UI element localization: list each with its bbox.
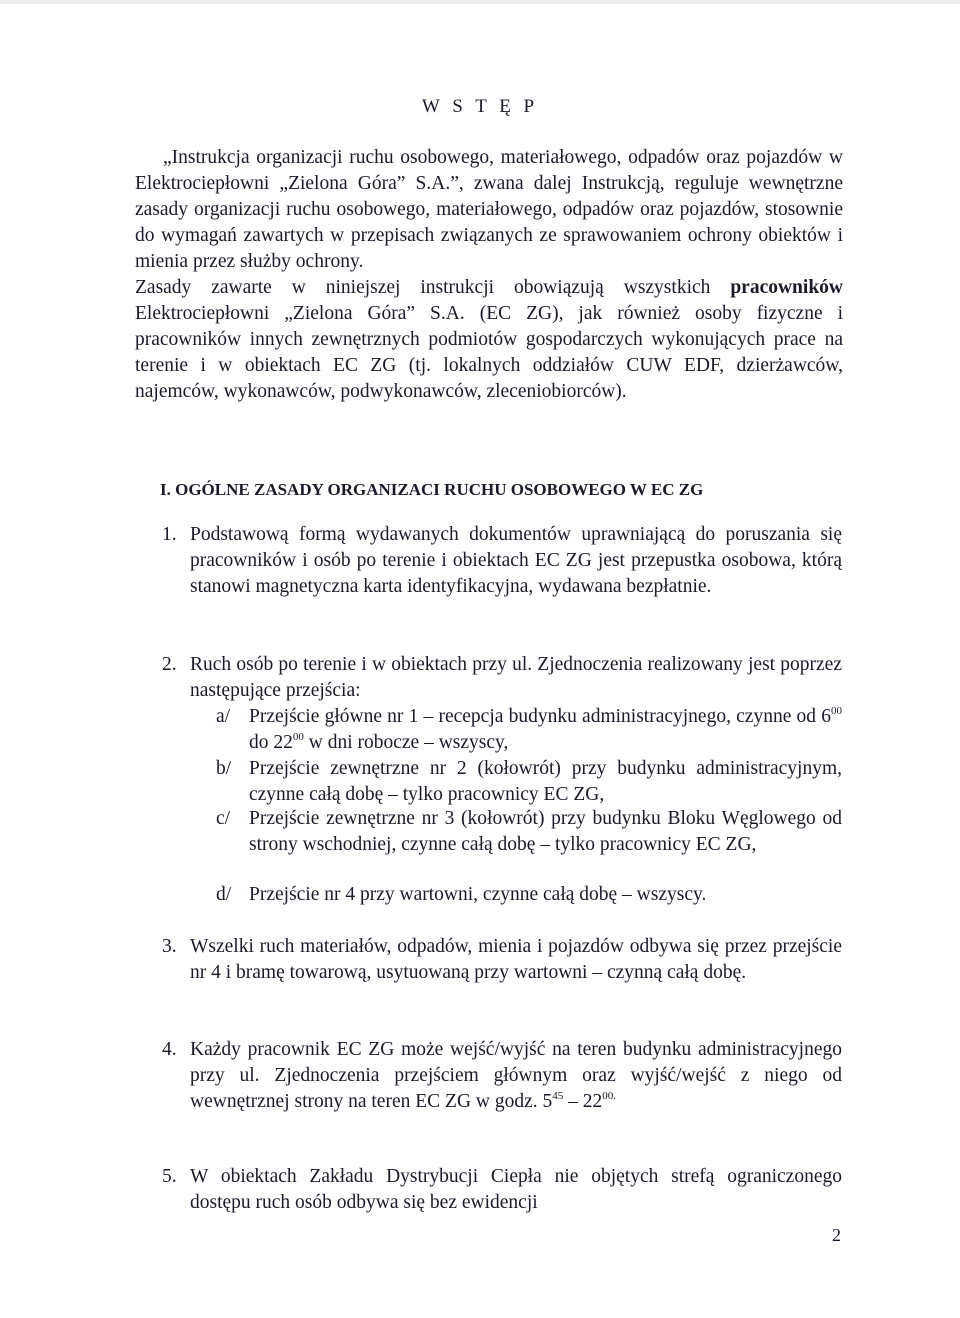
intro-paragraph-2-bold: pracowników bbox=[730, 277, 843, 298]
list-item-number: 3. bbox=[162, 936, 177, 957]
list-item-text: Wszelki ruch materiałów, odpadów, mienia i pojazdów odbywa się przez przejście nr 4 i bramę towarową, usytuowaną przy wartowni – czynną całą dobę. bbox=[190, 936, 842, 983]
intro-paragraph-2-start: Zasady zawarte w niniejszej instrukcji obowiązują wszystkich bbox=[135, 277, 731, 298]
list-item-5 bbox=[162, 1164, 842, 1216]
superscript: 45 bbox=[552, 1090, 564, 1102]
list-item-text: Podstawową formą wydawanych dokumentów uprawniającą do poruszania się pracowników i osób po terenie i obiektach EC ZG jest przepustka osobowa, którą stanowi magnetyczna karta identyfikacyjna, wydawana bezpłatnie. bbox=[190, 524, 842, 597]
page-title: W S T Ę P bbox=[421, 96, 539, 117]
intro-paragraph-2 bbox=[135, 275, 843, 405]
intro-paragraph-2-end: Elektrociepłowni „Zielona Góra” S.A. (EC ZG), jak również osoby fizyczne i pracowników innych zewnętrznych podmiotów gospodarczych wykonujących prace na terenie i w obiektach EC ZG (tj. lokalnych oddziałów CUW EDF, dzierżawców, najemców, wykonawców, podwykonawców, zleceniobiorców). bbox=[135, 303, 843, 402]
sub-item-d bbox=[216, 882, 842, 908]
list-item-text: Ruch osób po terenie i w obiektach przy ul. Zjednoczenia realizowany jest poprzez następujące przejścia: bbox=[190, 654, 842, 701]
superscript: 00. bbox=[602, 1090, 617, 1102]
sub-item-letter: c/ bbox=[216, 808, 231, 829]
sub-item-letter: a/ bbox=[216, 706, 231, 727]
page-number: 2 bbox=[832, 1225, 841, 1245]
list-item-1 bbox=[162, 522, 842, 600]
scan-edge bbox=[0, 0, 960, 4]
sub-item-letter: b/ bbox=[216, 758, 232, 779]
list-item-3 bbox=[162, 934, 842, 986]
list-item-4 bbox=[162, 1037, 842, 1115]
list-item-number: 2. bbox=[162, 654, 177, 675]
list-item-text: W obiektach Zakładu Dystrybucji Ciepła nie objętych strefą ograniczonego dostępu ruch osób odbywa się bez ewidencji bbox=[190, 1166, 842, 1213]
sub-item-c bbox=[216, 806, 842, 858]
sub-item-letter: d/ bbox=[216, 884, 232, 905]
list-item-text: Każdy pracownik EC ZG może wejść/wyjść na teren budynku administracyjnego przy ul. Zjednoczenia przejściem głównym oraz wyjść/wejść z niego od wewnętrznej strony na teren EC ZG w godz. 5 bbox=[190, 1039, 842, 1112]
superscript: 00 bbox=[831, 705, 842, 717]
superscript: 00 bbox=[292, 731, 304, 743]
intro-paragraph-1: „Instrukcja organizacji ruchu osobowego, materiałowego, odpadów oraz pojazdów w Elektrociepłowni „Zielona Góra” S.A.”, zwana dalej Instrukcją, reguluje wewnętrzne zasady organizacji ruchu osobowego, materiałowego, odpadów oraz pojazdów, stosownie do wymagań zawartych w przepisach związanych ze sprawowaniem ochrony obiektów i mienia przez służby ochrony. bbox=[135, 147, 843, 272]
section-heading: I. OGÓLNE ZASADY ORGANIZACI RUCHU OSOBOWEGO W EC ZG bbox=[160, 480, 704, 499]
sub-item-text: do 22 bbox=[249, 732, 293, 753]
sub-item-text: w dni robocze – wszyscy, bbox=[303, 732, 509, 753]
list-item-number: 4. bbox=[162, 1039, 177, 1060]
sub-item-text: Przejście nr 4 przy wartowni, czynne całą dobę – wszyscy. bbox=[249, 884, 707, 905]
list-item-number: 1. bbox=[162, 524, 177, 545]
sub-item-a bbox=[216, 704, 842, 756]
sub-item-b bbox=[216, 756, 842, 808]
introduction bbox=[135, 145, 843, 405]
sub-item-text: Przejście główne nr 1 – recepcja budynku administracyjnego, czynne od 6 bbox=[249, 706, 831, 727]
list-item-2 bbox=[162, 652, 842, 704]
sub-item-text: Przejście zewnętrzne nr 3 (kołowrót) przy budynku Bloku Węglowego od strony wschodniej, czynne całą dobę – tylko pracownicy EC ZG, bbox=[249, 808, 842, 855]
list-item-number: 5. bbox=[162, 1166, 177, 1187]
sub-item-text: Przejście zewnętrzne nr 2 (kołowrót) przy budynku administracyjnym, czynne całą dobę – tylko pracownicy EC ZG, bbox=[249, 758, 842, 805]
list-item-text: – 22 bbox=[563, 1091, 603, 1112]
